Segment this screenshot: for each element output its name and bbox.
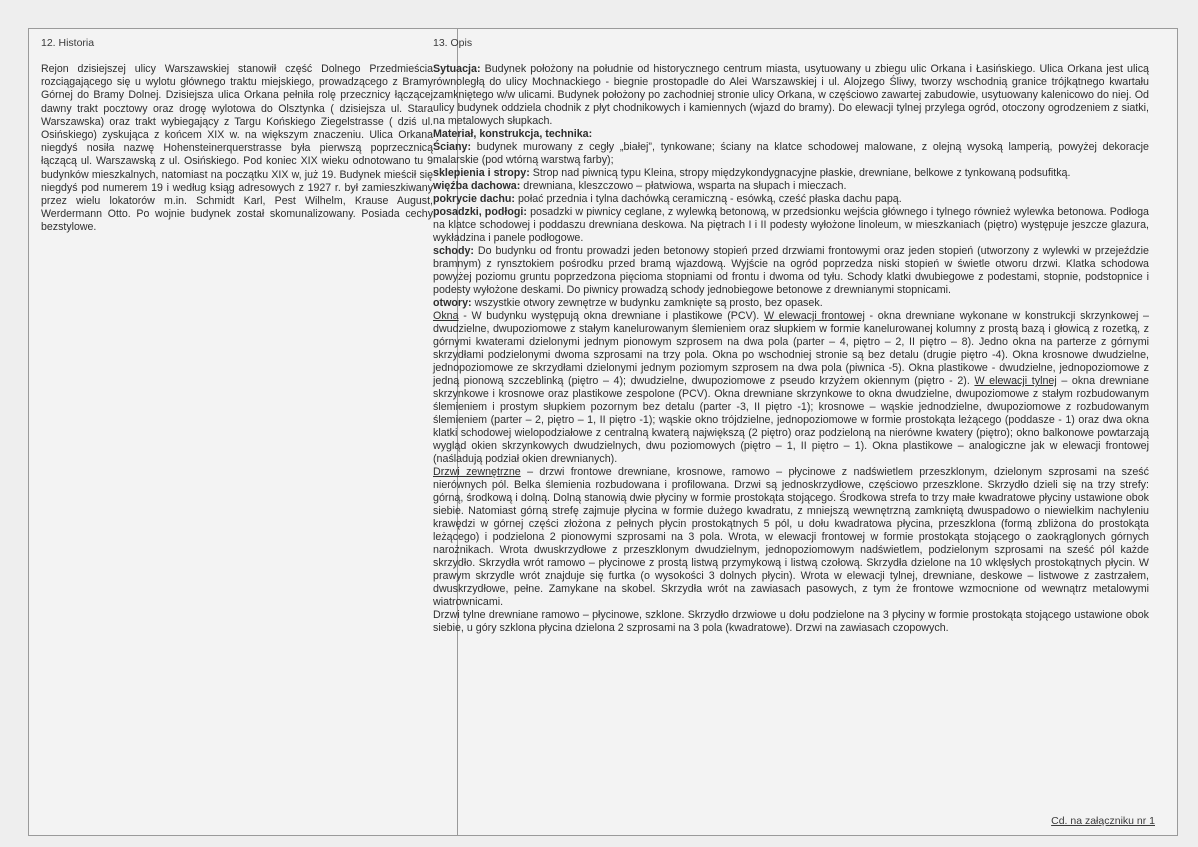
stairs-text: Do budynku od frontu prowadzi jeden betonowy stopień przed drzwiami frontowymi oraz jeden stopień (utworzony z wylewki w przejeździe bramnym) z rynsztokiem pośrodku przed bramą wjazdową. Wyjście na ogród poprzedza niski stopień w świetle otworu drzwi. Klatka schodowa powyżej poziomu gruntu poprzedzona pięcioma stopniami od frontu i dwoma od tyłu. Schody klatki dwubiegowe z podestami, stopnie, podstopnice i podesty wyłożone deskami. Do piwnicy prowadzą schody jednobiegowe betonowe z drewnianymi stopnicami.: [433, 245, 1149, 296]
description-body: [433, 63, 1149, 635]
openings-text: wszystkie otwory zewnętrze w budynku zamknięte są prosto, bez opasek.: [471, 297, 823, 309]
doors-text: – drzwi frontowe drewniane, krosnowe, ramowo – płycinowe z nadświetlem przeszklonym, dzielonym szprosami na sześć nierównych pól. Belka ślemienia rozbudowana i profilowana. Drzwi są jednoskrzydłowe, częściowo przeszklone. Skrzydło dzieli się na trzy strefy: górną, środkową i dolną. Dolną stanowią dwie płyciny w formie prostokąta stojącego. Środkowa strefa to trzy małe kwadratowe płyciny ustawione obok siebie. Natomiast górną strefę zajmuje płycina w formie dużego kwadratu, z mniejszą wewnętrzną zamkniętą dwuspadowo o niewielkim nachyleniu krawędzi w górnej części złożona z pełnych płycin prostokątnych 5 pól, u dołu kwadratowa płycina, przeszklona (formą zbliżona do prostokąta leżącego) i podzielona 2 pionowymi szprosami na 3 pola. Wrota, w elewacji frontowej w formie prostokąta stojącego o zaokrąglonych górnych narożnikach. Wrota dwuskrzydłowe z przeszklonym dwudzielnym, jednopoziomowym nadświetlem, podzielonym szprosami na sześć pól każde skrzydło. Skrzydła wrót ramowo – płycinowe z prostą listwą przymykową i listwą czołową. Skrzydła dzielone na 10 wklęsłych prostokątnych płycin. W prawym skrzydle wrót znajduje się furtka (o wysokości 3 dolnych płycin). Wrota w elewacji tylnej, drewniane, deskowe – listwowe z zastrzałem, dwuskrzydłowe, pełne. Zamykane na skobel. Skrzydła wrót na zawiasach pasowych, z tym że frontowe wzmocnione od wewnątrz metalowymi wiatrownicami.: [433, 466, 1149, 608]
windows-rear-label: W elewacji tylnej: [974, 375, 1057, 387]
floors-text: posadzki w piwnicy ceglane, z wylewką betonową, w przedsionku wejścia głównego i tylnego również wylewka betonowa. Podłoga na klatce schodowej i poddaszu drewniana deskowa. Na piętrach I i II podesty wyłożone linoleum, w mieszkaniach (piętro) występuje jeszcze glazura, wykładzina i panele podłogowe.: [433, 206, 1149, 244]
roof-cover-text: połać przednia i tylna dachówką ceramiczną - esówką, cześć płaska dachu papą.: [514, 193, 902, 205]
windows-front-label: W elewacji frontowej: [763, 310, 865, 322]
stairs-paragraph: [433, 245, 1149, 297]
situation-text: Budynek położony na południe od historycznego centrum miasta, usytuowany u zbiegu ulic Orkana i Łasińskiego. Ulica Orkana jest ulicą równoległą do ulicy Mochnackiego - biegnie prostopadle do Alei Warszawskiej i ul. Alojzego Śliwy, tworzy wschodnią granice trójkątnego kwartału zamkniętego w/w ulicami. Budynek położony po zachodniej stronie ulicy Orkana, w częściowo zawartej zabudowie, usytuowany kalenicowo do niej. Od ulicy budynek oddziela chodnik z płyt chodnikowych i kamiennych (wjazd do bramy). Do elewacji tylnej przylega ogród, otoczony ogrodzeniem z siatki, na metalowych słupkach.: [433, 63, 1149, 127]
roof-truss-label: więźba dachowa:: [433, 180, 521, 192]
situation-label: Sytuacja:: [433, 63, 481, 75]
history-text: Rejon dzisiejszej ulicy Warszawskiej stanowił część Dolnego Przedmieścia rozciągającego się u wylotu głównego traktu miejskiego, prowadzącego z Bramy Górnej do Bramy Dolnej. Dzisiejsza ulica Orkana pełniła rolę przecznicy łączącej dawny trakt pocztowy oraz drogę wylotowa do Olsztynka ( dzisiejsza ul. Stara Warszawska) oraz trakt wybiegający z Targu Końskiego Ziegelstrasse ( dziś ul. Osińskiego) zyskująca z końcem XIX w. na większym znaczeniu. Ulica Orkana niegdyś nosiła nazwę Hohensteinerquerstrasse była pierwszą poprzecznicą łączącą ul. Warszawską z ul. Osińskiego. Pod koniec XIX wieku odnotowano tu 9 budynków mieszkalnych, natomiast na początku XIX w, już 19. Budynek mieścił się niegdyś pod numerem 19 i według ksiąg adresowych z 1927 r. był zamieszkiwany przez wielu lokatorów m.in. Schmidt Karl, Pest Wilhelm, Krause August, Werdermann Otto. Po wojnie budynek został skomunalizowany. Posiada cechy bezstylowe.: [41, 63, 433, 234]
doors-label: Drzwi zewnętrzne: [433, 466, 521, 478]
windows-text-intro: - W budynku występują okna drewniane i plastikowe (PCV).: [458, 310, 764, 322]
description-header: 13. Opis: [433, 37, 473, 49]
roof-cover-label: pokrycie dachu:: [433, 193, 515, 205]
history-column: [41, 37, 433, 235]
material-heading: Materiał, konstrukcja, technika:: [433, 128, 593, 140]
continuation-note: Cd. na załączniku nr 1: [1051, 815, 1155, 827]
roof-truss-paragraph: [433, 180, 1149, 193]
windows-label: Okna: [433, 310, 459, 322]
doors-paragraph: [433, 466, 1149, 609]
vaults-label: sklepienia i stropy:: [433, 167, 530, 179]
history-header: 12. Historia: [41, 37, 95, 49]
walls-text: budynek murowany z cegły „białej”, tynkowane; ściany na klatce schodowej malowane, z olejną wysoką lamperią, powyżej dekoracje malarskie (pod wtórną warstwą farby);: [433, 141, 1149, 166]
description-column: [433, 37, 1149, 635]
openings-label: otwory:: [433, 297, 472, 309]
windows-rear-text: – okna drewniane skrzynkowe i krosnowe oraz plastikowe zespolone (PCV). Okna drewniane skrzynkowe to okna dwudzielne, dwupoziomowe z stałym rozbudowanym ślemieniem i prostym słupkiem pozornym bez detalu (parter -3, II piętro -1); krosnowe – wąskie jednodzielne, dwupoziomowe z rozbudowanym ślemieniem (parter – 2, piętro – 1, II piętro -1); wąskie okno trójdzielne, jednopoziomowe w formie prostokąta leżącego (poddasze - 1) oraz dwa okna klatki schodowej wielopodziałowe z centralną kwaterą największą (2 piętro) oraz podzieloną na nierówne kwatery (piętro); okno balkonowe powtarzają wygląd okien skrzynkowych dwudzielnych, dwu poziomowych (piętro – 1, II piętro – 1). Okna plastikowe – analogiczne jak w elewacji frontowej (naśladują podział okien drewnianych).: [433, 375, 1149, 465]
roof-truss-text: drewniana, kleszczowo – płatwiowa, wsparta na słupach i mieczach.: [520, 180, 847, 192]
rear-doors-paragraph: Drzwi tylne drewniane ramowo – płycinowe, szklone. Skrzydło drzwiowe u dołu podzielone na 3 płyciny w formie prostokąta stojącego ustawione obok siebie, u góry szklona płycina dzielona 2 szprosami na 3 pola (kwadratowe). Drzwi na zawiasach czopowych.: [433, 609, 1149, 634]
windows-front-text: - okna drewniane wykonane w konstrukcji skrzynkowej – dwudzielne, dwupoziomowe z stałym kanelurowanym ślemieniem oraz słupkiem w formie kanelurowanej kolumny z prostą bazą i głowicą z rozetką, z górnymi kwaterami dzielonymi jednym pionowym szprosem na dwa pola (parter – 4, piętro – 2, II piętro – 8). Jedno okna na parterze z górnymi skrzydłami podzielonymi dwoma szprosami na trzy pola. Okna po wschodniej stronie są bez detalu (drugie piętro -4). Okna krosnowe dwudzielne, jednopoziomowe ze skrzydłami dzielonymi jednym poziomym szprosem na dwa pola (piwnica -5). Okna plastikowe - dwudzielne, jednopoziomowe z jedną pionową szczeblinką (piętro – 4); dwudzielne, dwupoziomowe z pseudo krzyżem okiennym (piętro - 2).: [433, 310, 1149, 387]
roof-cover-paragraph: [433, 193, 1149, 206]
walls-paragraph: [433, 141, 1149, 167]
vaults-paragraph: [433, 167, 1149, 180]
document-sheet: [28, 28, 1178, 836]
vaults-text: Strop nad piwnicą typu Kleina, stropy międzykondygnacyjne płaskie, drewniane, belkowe z tynkowaną podsufitką.: [529, 167, 1071, 179]
windows-paragraph: [433, 310, 1149, 466]
walls-label: Ściany:: [433, 141, 472, 153]
situation-paragraph: [433, 63, 1149, 128]
openings-paragraph: [433, 297, 1149, 310]
floors-paragraph: [433, 206, 1149, 245]
stairs-label: schody:: [433, 245, 474, 257]
floors-label: posadzki, podłogi:: [433, 206, 527, 218]
